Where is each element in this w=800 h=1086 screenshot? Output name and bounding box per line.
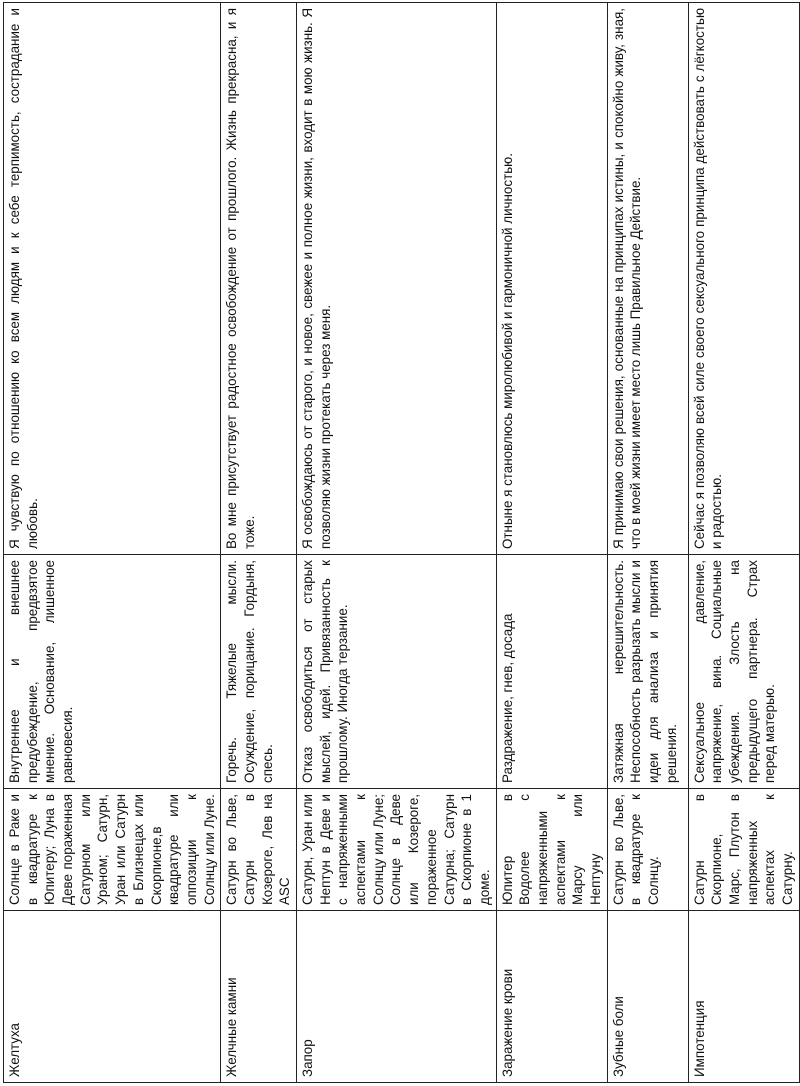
disease-cell: Запор (297, 911, 497, 1083)
affirmation-cell: Отныне я становлюсь миролюбивой и гармоничной личностью. (496, 3, 607, 555)
cause-cell: Затяжная нерешительность. Неспособность разрызать мысли и идеи для анализа и принятия решения. (607, 555, 688, 789)
affirmation-cell: Сейчас я позволяю всей силе своего сексуального принципа действовать с лёгкостью и радостью. (688, 3, 799, 555)
table-row (4, 3, 221, 1083)
table-row (297, 3, 497, 1083)
disease-cell: Импотенция (688, 911, 799, 1083)
cause-cell: Отказ освободиться от старых мыслей, идей. Привязанность к прошлому. Иногда терзание. (297, 555, 497, 789)
table-row (688, 3, 799, 1083)
astrology-cell: Сатурн во Льве, Сатурн в Козероге, Лев на ASC (221, 789, 297, 911)
disease-table (3, 2, 800, 1083)
cause-cell: Внутреннее и внешнее предубеждение, предвзятое мнение. Основание, лишенное равновесия. (4, 555, 221, 789)
astrology-cell: Юпитер в Водолее с напряженными аспектами к Марсу или Нептуну (496, 789, 607, 911)
astrology-cell: Сатурн во Льве, в квадратуре к Солнцу. (607, 789, 688, 911)
disease-cell: Желчные камни (221, 911, 297, 1083)
table-row (607, 3, 688, 1083)
affirmation-cell: Я освобождаюсь от старого, и новое, свежее и полное жизни, входит в мою жизнь. Я позволяю жизни протекать через меня. (297, 3, 497, 555)
astrology-cell: Сатурн, Уран или Нептун в Деве и с напряженными аспектами к Солнцу или Луне; Солнце в Деве или Козероге, пораженное Сатурна; Сатурн в Скорпионе в 1 доме. (297, 789, 497, 911)
disease-cell: Желтуха (4, 911, 221, 1083)
cause-cell: Раздражение, гнев, досада (496, 555, 607, 789)
affirmation-cell: Я принимаю свои решения, основанные на принципах истины, и спокойно живу, зная, что в моей жизни имеет место лишь Правильное Действие. (607, 3, 688, 555)
cause-cell: Горечь. Тяжелые мысли. Осуждение, порицание. Гордыня, спесь. (221, 555, 297, 789)
table-row (221, 3, 297, 1083)
disease-cell: Заражение крови (496, 911, 607, 1083)
affirmation-cell: Я чувствую по отношению ко всем людям и к себе терпимость, сострадание и любовь. (4, 3, 221, 555)
astrology-cell: Солнце в Раке и в квадратуре к Юпитеру; Луна в Деве пораженная Сатурном или Ураном; Сатурн, Уран или Сатурн в Близнецах или Скорпионе,в квадратуре или оппозиции к Солнцу или Луне. (4, 789, 221, 911)
disease-cell: Зубные боли (607, 911, 688, 1083)
affirmation-cell: Во мне присутствует радостное освобождение от прошлого. Жизнь прекрасна, и я тоже. (221, 3, 297, 555)
cause-cell: Сексуальное давление, напряжение, вина. Социальные убеждения. Злость на предыдущего партнера. Страх перед матерью. (688, 555, 799, 789)
table-row (496, 3, 607, 1083)
astrology-cell: Сатурн в Скорпионе, Марс, Плутон в напряженных аспектах к Сатурну. (688, 789, 799, 911)
